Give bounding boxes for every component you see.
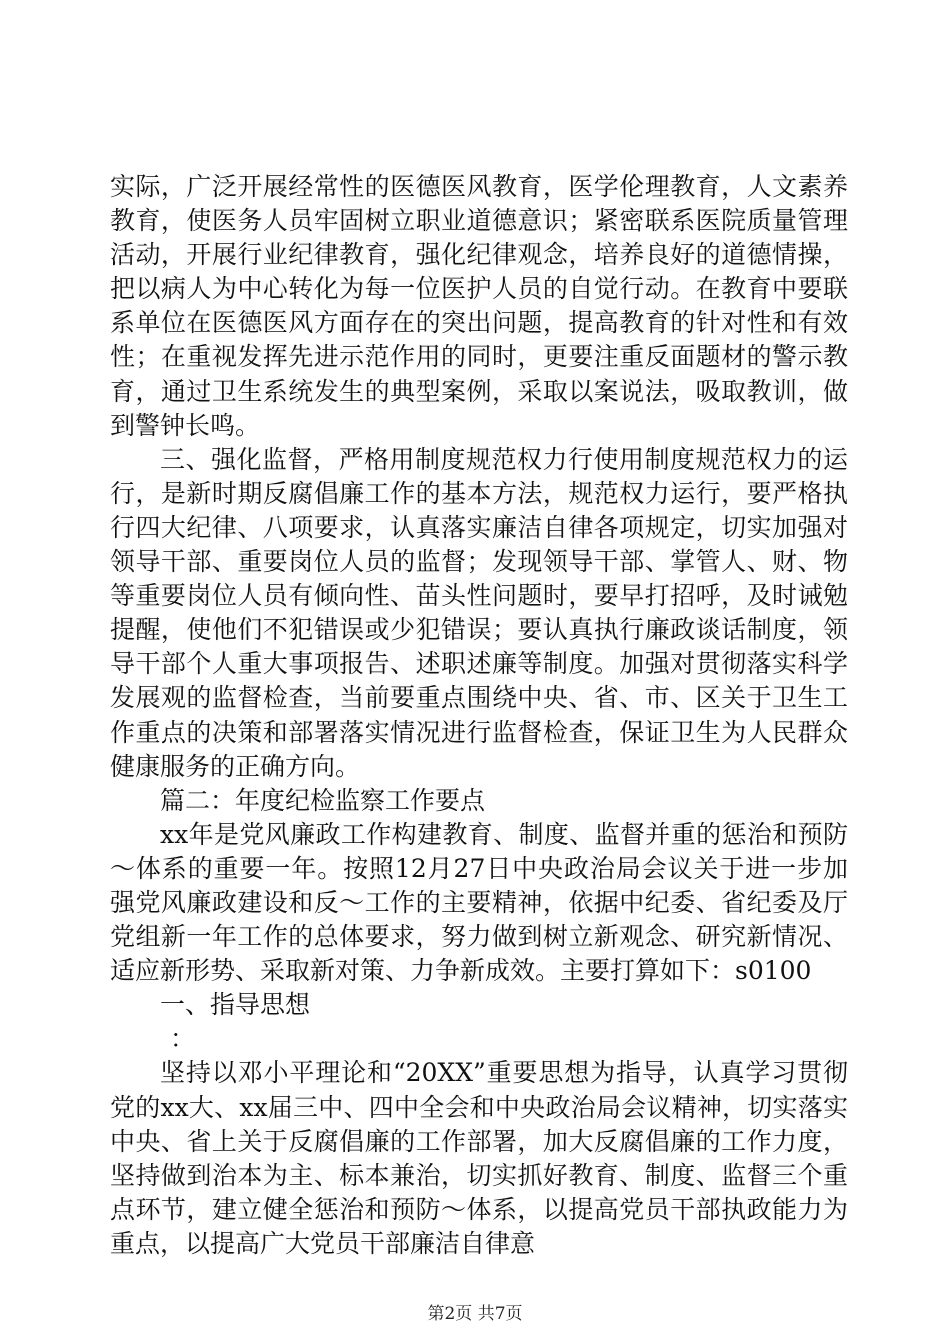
paragraph-annual-plan: xx年是党风廉政工作构建教育、制度、监督并重的惩治和预防～体系的重要一年。按照12月27日中央政治局会议关于进一步加强党风廉政建设和反～工作的主要精神，依据中纪委、省纪委及厅党组新一年工作的总体要求，努力做到树立新观念、研究新情况、适应新形势、采取新对策、力争新成效。主要打算如下：s0100 bbox=[110, 819, 848, 986]
paragraph-guiding-thought: 坚持以邓小平理论和“20XX”重要思想为指导，认真学习贯彻党的xx大、xx届三中、四中全会和中央政治局会议精神，切实落实中央、省上关于反腐倡廉的工作部署，加大反腐倡廉的工作力度，坚持做到治本为主、标本兼治，切实抓好教育、制度、监督三个重点环节，建立健全惩治和预防～体系，以提高党员干部执政能力为重点，以提高广大党员干部廉洁自律意 bbox=[110, 1058, 848, 1258]
colon-line: ： bbox=[170, 1024, 196, 1054]
page-number-footer: 第2页 共7页 bbox=[427, 1304, 523, 1324]
section-heading-guiding-thought: 一、指导思想 bbox=[160, 990, 311, 1020]
paragraph-education: 实际，广泛开展经常性的医德医风教育，医学伦理教育，人文素养教育，使医务人员牢固树立职业道德意识；紧密联系医院质量管理活动，开展行业纪律教育，强化纪律观念，培养良好的道德情操，把以病人为中心转化为每一位医护人员的自觉行动。在教育中要联系单位在医德医风方面存在的突出问题，提高教育的针对性和有效性；在重视发挥先进示范作用的同时，更要注重反面题材的警示教育，通过卫生系统发生的典型案例，采取以案说法，吸取教训，做到警钟长鸣。 bbox=[110, 172, 848, 440]
document-body bbox=[110, 170, 848, 1261]
section-heading-part-two: 篇二：年度纪检监察工作要点 bbox=[160, 785, 486, 815]
paragraph-supervision: 三、强化监督，严格用制度规范权力行使用制度规范权力的运行，是新时期反腐倡廉工作的基本方法，规范权力运行，要严格执行四大纪律、八项要求，认真落实廉洁自律各项规定，切实加强对领导干部、重要岗位人员的监督；发现领导干部、掌管人、财、物等重要岗位人员有倾向性、苗头性问题时，要早打招呼，及时诫勉提醒，使他们不犯错误或少犯错误；要认真执行廉政谈话制度，领导干部个人重大事项报告、述职述廉等制度。加强对贯彻落实科学发展观的监督检查，当前要重点围绕中央、省、市、区关于卫生工作重点的决策和部署落实情况进行监督检查，保证卫生为人民群众健康服务的正确方向。 bbox=[110, 444, 848, 781]
